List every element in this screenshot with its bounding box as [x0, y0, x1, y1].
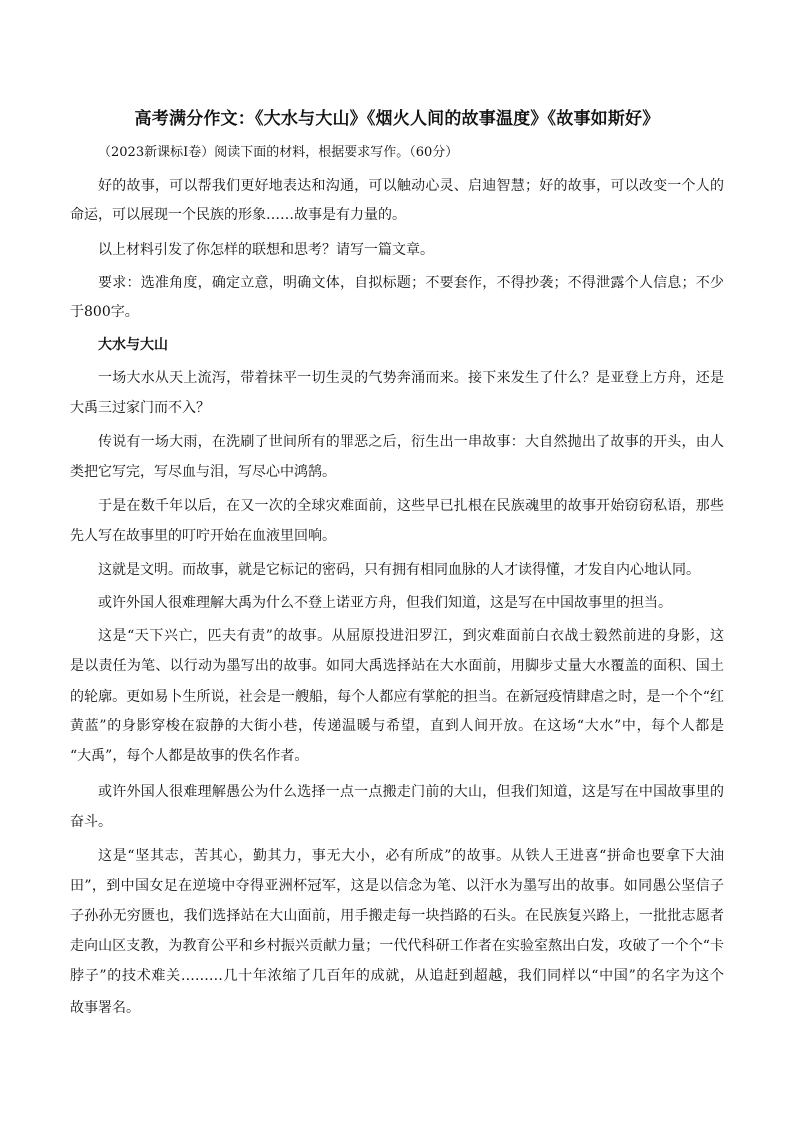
essay-paragraph-line: 奋斗。 [70, 814, 112, 830]
essay-paragraph-line: 田”，到中国女足在逆境中夺得亚洲杯冠军，这是以信念为笔、以汗水为墨写出的故事。如同愚公坚信子 [70, 878, 724, 894]
prompt-meta: （2023新课标Ⅰ卷）阅读下面的材料，根据要求写作。（60分） [98, 145, 459, 160]
document-title: 高考满分作文：《大水与大山》《烟火人间的故事温度》《故事如斯好》 [134, 109, 660, 129]
essay-paragraph-line: 脖子”的技术难关………几十年浓缩了几百年的成就，从追赶到超越，我们同样以“中国”的名字为这个 [70, 968, 724, 984]
essay-paragraph-line: 的轮廓。更如易卜生所说，社会是一艘船，每个人都应有掌舵的担当。在新冠疫情肆虐之时，是一个个“红 [70, 689, 724, 705]
essay-paragraph-line: 子孙孙无穷匮也，我们选择站在大山面前，用手搬走每一块挡路的石头。在民族复兴路上，一批批志愿者 [70, 908, 724, 924]
essay-paragraph-line: 于是在数千年以后，在又一次的全球灾难面前，这些早已扎根在民族魂里的故事开始窃窃私语，那些 [98, 498, 724, 514]
essay-paragraph-line: 走向山区支教，为教育公平和乡村振兴贡献力量；一代代科研工作者在实验室熬出白发，攻破了一个个“卡 [70, 938, 724, 954]
essay-paragraph-line: 这是“坚其志，苦其心，勤其力，事无大小，必有所成”的故事。从铁人王进喜“拼命也要拿下大油 [98, 848, 724, 864]
essay-paragraph-line: 先人写在故事里的叮咛开始在血液里回响。 [70, 528, 336, 544]
prompt-question: 以上材料引发了你怎样的联想和思考？请写一篇文章。 [98, 242, 434, 258]
essay-paragraph-line: 是以责任为笔、以行动为墨写出的故事。如同大禹选择站在大水面前，用脚步丈量大水覆盖的面积、国土 [70, 658, 724, 674]
prompt-requirements-line: 于800字。 [70, 304, 139, 320]
essay-paragraph-line: 或许外国人很难理解愚公为什么选择一点一点搬走门前的大山，但我们知道，这是写在中国故事里的 [98, 784, 724, 800]
prompt-material-line: 好的故事，可以帮我们更好地表达和沟通，可以触动心灵、启迪智慧；好的故事，可以改变一个人的 [98, 178, 724, 194]
essay-paragraph-line: 黄蓝”的身影穿梭在寂静的大街小巷，传递温暖与希望，直到人间开放。在这场“大水”中，每个人都是 [70, 718, 724, 734]
essay-heading: 大水与大山 [98, 337, 168, 353]
essay-paragraph-line: 大禹三过家门而不入？ [70, 400, 210, 416]
prompt-material-line: 命运，可以展现一个民族的形象……故事是有力量的。 [70, 207, 406, 223]
essay-paragraph-line: 这就是文明。而故事，就是它标记的密码，只有拥有相同血脉的人才读得懂，才发自内心地认同。 [98, 562, 700, 578]
essay-paragraph-line: 或许外国人很难理解大禹为什么不登上诺亚方舟，但我们知道，这是写在中国故事里的担当。 [98, 595, 672, 611]
essay-paragraph-line: 这是“天下兴亡，匹夫有责”的故事。从屈原投进汨罗江，到灾难面前白衣战士毅然前进的身影，这 [98, 628, 724, 644]
essay-paragraph-line: 故事署名。 [70, 1000, 140, 1016]
essay-paragraph-line: 传说有一场大雨，在洗刷了世间所有的罪恶之后，衍生出一串故事：大自然抛出了故事的开头，由人 [98, 434, 724, 450]
essay-paragraph-line: 一场大水从天上流泻，带着抹平一切生灵的气势奔涌而来。接下来发生了什么？是亚登上方舟，还是 [98, 370, 724, 386]
prompt-requirements-line: 要求：选准角度，确定立意，明确文体，自拟标题；不要套作，不得抄袭；不得泄露个人信息；不少 [98, 275, 724, 291]
essay-paragraph-line: 类把它写完，写尽血与泪，写尽心中鸿鹄。 [70, 464, 336, 480]
essay-paragraph-line: “大禹”，每个人都是故事的佚名作者。 [70, 748, 309, 764]
